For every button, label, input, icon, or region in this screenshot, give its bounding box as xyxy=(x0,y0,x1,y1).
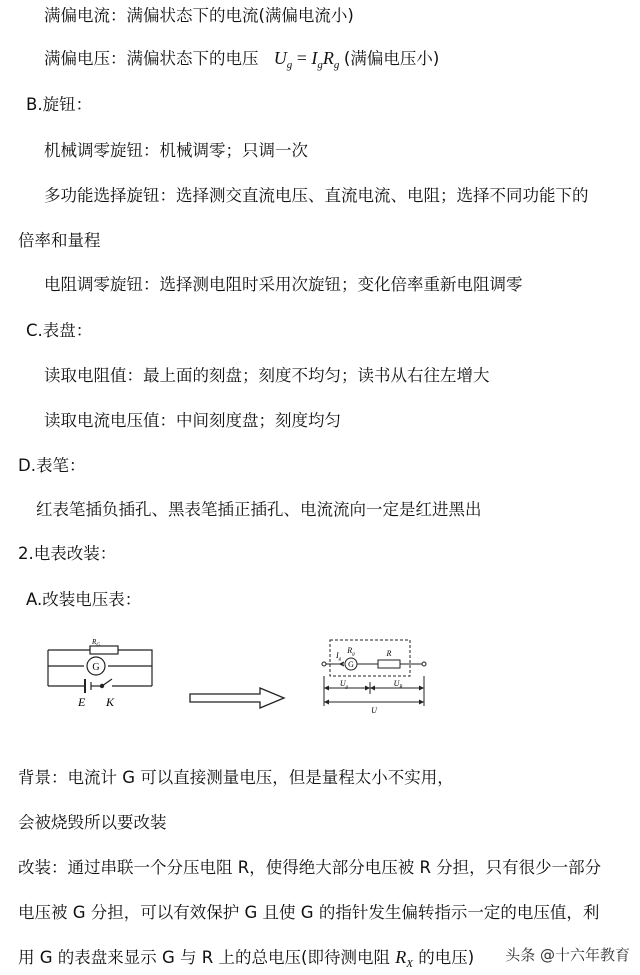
heading-knobs: B.旋钮： xyxy=(26,95,93,114)
line-method-end: 用 G 的表盘来显示 G 与 R 上的总电压(即待测电阻 $R_X$ 的电压) xyxy=(18,947,475,970)
resistor-rg-label: $R_G$ xyxy=(92,638,100,648)
total-voltage-label: U xyxy=(371,706,377,715)
full-voltage-label: 满偏电压：满偏状态下的电压 xyxy=(44,49,259,68)
line-method-cont: 电压被 G 分担，可以有效保护 G 且使 G 的指针发生偏转指示一定的电压值，利 xyxy=(18,903,600,922)
heading-meter-conversion: 2.电表改装： xyxy=(18,544,117,563)
voltage-ug-label: $U_g$ xyxy=(339,679,349,690)
full-voltage-note: (满偏电压小) xyxy=(343,49,440,68)
rx-symbol: $R_X$ xyxy=(395,947,413,970)
circuit-diagram-original xyxy=(40,636,162,716)
heading-probes: D.表笔： xyxy=(18,456,86,475)
line-background: 背景：电流计 G 可以直接测量电压，但是量程太小不实用， xyxy=(18,768,454,787)
line-probe-rule: 红表笔插负插孔、黑表笔插正插孔、电流流向一定是红进黑出 xyxy=(36,500,482,519)
line-full-current: 满偏电流：满偏状态下的电流(满偏电流小) xyxy=(44,6,354,25)
line-function-selector-cont: 倍率和量程 xyxy=(18,231,101,250)
galvanometer-label: G xyxy=(92,662,100,673)
voltage-ur-label: $U_R$ xyxy=(393,679,403,690)
full-voltage-formula: $U_g = I_gR_g$ xyxy=(273,48,340,71)
watermark: 头条 @十六年教育 xyxy=(505,946,630,964)
line-method: 改装：通过串联一个分压电阻 R，使得绝大部分电压被 R 分担，只有很少一部分 xyxy=(18,858,602,877)
conversion-arrow xyxy=(188,686,288,710)
heading-dial: C.表盘： xyxy=(26,321,93,340)
current-ig-label: $I_g$ xyxy=(336,651,342,662)
series-resistor-label: R xyxy=(386,649,392,658)
circuit-diagram-voltmeter xyxy=(316,636,436,716)
galvanometer-label-right: G xyxy=(348,660,354,669)
resistor-rg-label-right: $R_g$ xyxy=(347,646,355,657)
line-full-voltage xyxy=(44,47,439,76)
heading-voltmeter-conversion: A.改装电压表： xyxy=(26,590,142,609)
battery-label: E xyxy=(78,695,86,709)
line-resistance-zero: 电阻调零旋钮：选择测电阻时采用次旋钮；变化倍率重新电阻调零 xyxy=(44,275,523,294)
line-mechanical-zero: 机械调零旋钮：机械调零；只调一次 xyxy=(44,141,308,160)
line-background-cont: 会被烧毁所以要改装 xyxy=(18,813,167,832)
line-read-current-voltage: 读取电流电压值：中间刻度盘；刻度均匀 xyxy=(44,411,341,430)
switch-label: K xyxy=(106,695,115,709)
line-read-resistance: 读取电阻值：最上面的刻盘；刻度不均匀；读书从右往左增大 xyxy=(44,366,490,385)
line-function-selector: 多功能选择旋钮：选择测交直流电压、直流电流、电阻；选择不同功能下的 xyxy=(44,186,589,205)
